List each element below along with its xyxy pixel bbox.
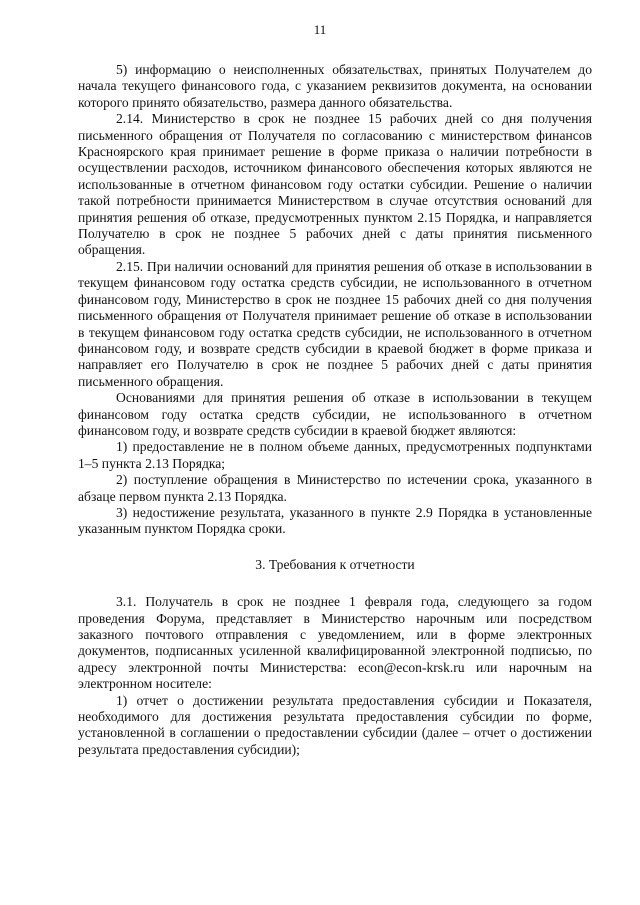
paragraph-2-15: 2.15. При наличии оснований для принятия решения об отказе в использовании в текущем финансовом году остатка средств субсидии, не использованного в отчетном финансовом году, Министерство в срок не позднее 15 рабочих дней со дня получения письменного обращения от Получателя принимает решение об отказе в использовании в текущем финансовом году остатка средств субсидии, не использованного в отчетном финансовом году, и возврате средств субсидии в краевой бюджет в форме приказа и направляет его Получателю в срок не позднее 5 рабочих дней с даты принятия письменного обращения.: [78, 258, 592, 389]
paragraph-report-1: 1) отчет о достижении результата предоставления субсидии и Показателя, необходимого для достижения результата предоставления субсидии по форме, установленной в соглашении о предоставлении субсидии (далее – отчет о достижении результата предоставления субсидии);: [78, 692, 592, 757]
paragraph-ground-2: 2) поступление обращения в Министерство по истечении срока, указанного в абзаце первом пункта 2.13 Порядка.: [78, 472, 592, 504]
paragraph-ground-1: 1) предоставление не в полном объеме данных, предусмотренных подпунктами 1–5 пункта 2.13 Порядка;: [78, 439, 592, 471]
paragraph-refusal-grounds: Основаниями для принятия решения об отказе в использовании в текущем финансовом году остатка средств субсидии, не использованного в отчетном финансовом году, и возврате средств субсидии в краевой бюджет являются:: [78, 390, 592, 438]
document-body: [78, 62, 592, 758]
paragraph-2-14: 2.14. Министерство в срок не позднее 15 рабочих дней со дня получения письменного обращения от Получателя по согласованию с министерством финансов Красноярского края принимает решение в форме приказа о наличии потребности в осуществлении расходов, источником финансового обеспечения которых являются не использованные в отчетном финансовом году остатки субсидии. Решение о наличии такой потребности принимается Министерством в случае отсутствия оснований для принятия решения об отказе, предусмотренных пунктом 2.15 Порядка, и направляется Получателю в срок не позднее 5 рабочих дней с даты принятия письменного обращения.: [78, 111, 592, 258]
paragraph-item-5-obligations: 5) информацию о неисполненных обязательствах, принятых Получателем до начала текущего финансового года, с указанием реквизитов документа, на основании которого принято обязательство, размера данного обязательства.: [78, 62, 592, 110]
page-number: 11: [313, 22, 327, 37]
paragraph-ground-3: 3) недостижение результата, указанного в пункте 2.9 Порядка в установленные указанным пунктом Порядка сроки.: [78, 504, 592, 537]
section-heading: 3. Требования к отчетности: [255, 556, 415, 572]
paragraph-3-1: 3.1. Получатель в срок не позднее 1 февраля года, следующего за годом проведения Форума, представляет в Министерство нарочным или посредством заказного почтового отправления с уведомлением, или в форме электронных документов, подписанных усиленной квалифицированной электронной подписью, по адресу электронной почты Министерства: econ@econ-krsk.ru или нарочным на электронном носителе:: [78, 594, 592, 692]
